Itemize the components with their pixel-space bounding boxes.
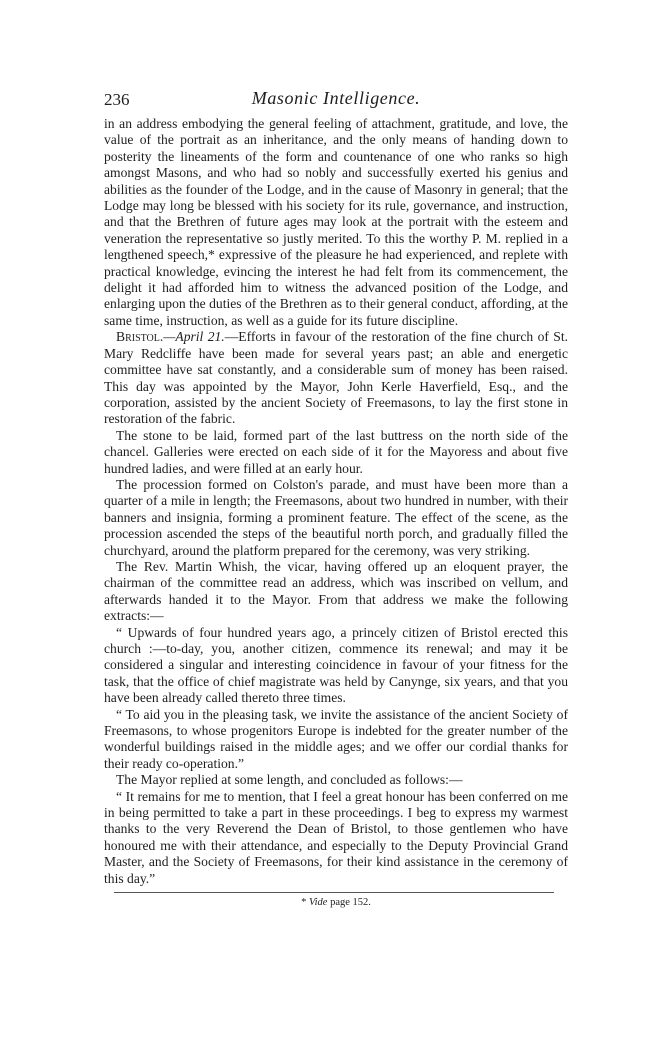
paragraph-vicar: The Rev. Martin Whish, the vicar, having offered up an eloquent prayer, the chairman of the committee read an address, which was inscribed on vellum, and afterwards handed it to the Mayor. From that address we make the following extracts:— <box>104 558 568 624</box>
dateline: —April 21. <box>163 329 225 345</box>
page-header <box>104 90 568 116</box>
paragraph-stone: The stone to be laid, formed part of the last buttress on the north side of the chancel. Galleries were erected on each side of it for the Mayoress and about five hundred ladies, and were filled at an early hour. <box>104 427 568 476</box>
running-title: Masonic Intelligence. <box>251 88 421 108</box>
paragraph-portrait-address: in an address embodying the general feeling of attachment, gratitude, and love, the value of the portrait as an inheritance, and the only means of handing down to posterity the lineaments of the form and countenance of one who ranks so high amongst Masons, and who had so nobly and successfully exerted his genius and abilities as the founder of the Lodge, and in the cause of Masonry in general; that the Lodge may long be blessed with his society for its rule, governance, and instruction, and that the Brethren of future ages may look at the portrait with the esteem and veneration the representative so justly merited. To this the worthy P. M. replied in a lengthened speech,* expressive of the pleasure he had experienced, and replete with practical knowledge, evincing the interest he had felt from its commencement, the delight it had afforded him to witness the advanced position of the Lodge, and enlarging upon the duties of the Brethren as to their general conduct, affording, at the same time, instruction, as well as a guide for its future discipline. <box>104 116 568 328</box>
page-number: 236 <box>104 90 130 109</box>
footnote <box>104 895 568 911</box>
quote-it-remains: “ It remains for me to mention, that I feel a great honour has been conferred on me in being permitted to take a part in these proceedings. I beg to express my warmest thanks to the very Reverend the Dean of Bristol, to those gentlemen who have honoured me with their attendance, and especially to the Deputy Provincial Grand Master, and the Society of Freemasons, for their kind assistance in the ceremony of this day.” <box>104 788 568 886</box>
footnote-divider <box>114 892 554 893</box>
place-name: Bristol. <box>116 329 164 345</box>
book-page <box>104 90 568 912</box>
quote-to-aid: “ To aid you in the pleasing task, we invite the assistance of the ancient Society of Freemasons, to whose progenitors Europe is indebted for the greater number of the wonderful buildings raised in the middle ages; and we offer our cordial thanks for their ready co-operation.” <box>104 706 568 771</box>
paragraph-mayor-replied: The Mayor replied at some length, and concluded as follows:— <box>116 772 463 788</box>
footnote-vide: Vide <box>308 897 328 909</box>
paragraph-bristol-text: —Efforts in favour of the restoration of the fine church of St. Mary Redcliffe have been made for several years past; an able and energetic committee have sat constantly, and a considerable sum of money has been raised. This day was appointed by the Mayor, John Kerle Haverfield, Esq., and the corporation, assisted by the ancient Society of Freemasons, to lay the first stone in restoration of the fabric. <box>104 329 569 427</box>
paragraph-procession: The procession formed on Colston's parade, and must have been more than a quarter of a mile in length; the Freemasons, about two hundred in number, with their banners and insignia, forming a prominent feature. The effect of the scene, as the procession ascended the steps of the beautiful north porch, and gradually filled the churchyard, around the platform prepared for the ceremony, was very striking. <box>104 476 568 558</box>
paragraph-bristol <box>104 329 568 427</box>
footnote-marker: * <box>301 897 307 909</box>
footnote-text: page 152. <box>330 897 371 909</box>
body-text <box>104 116 568 887</box>
quote-upwards: “ Upwards of four hundred years ago, a princely citizen of Bristol erected this church :—to-day, you, another citizen, commence its renewal; and may it be considered a singular and interesting coincidence in favour of your fitness for the task, that the office of chief magistrate was held by Canynge, six years, and that you have been already called thereto three times. <box>104 624 568 706</box>
